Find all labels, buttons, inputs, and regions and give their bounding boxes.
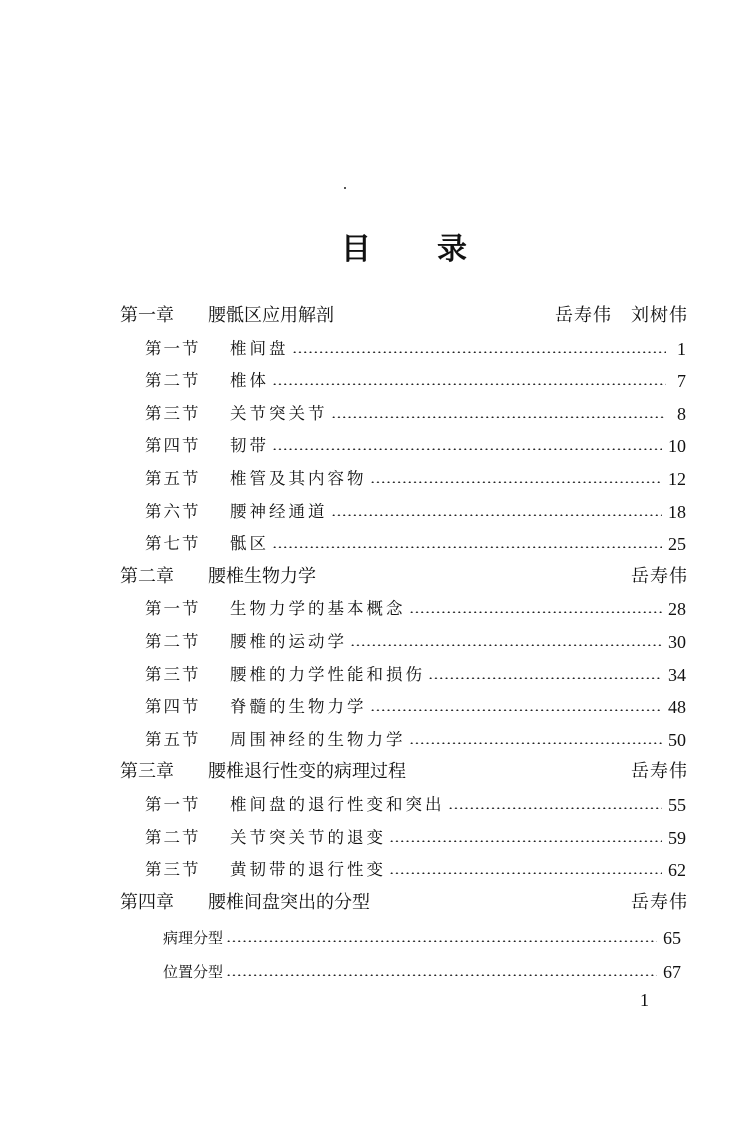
chapter-title: 腰椎生物力学 (208, 565, 316, 587)
subitem-entry[interactable] (163, 960, 681, 984)
section-entry[interactable] (145, 858, 686, 882)
title-char-1: 目 (341, 232, 371, 267)
section-entry[interactable] (145, 467, 686, 491)
chapter-title: 腰骶区应用解剖 (208, 305, 334, 326)
section-title: 黄韧带的退行性变 (230, 860, 386, 880)
section-number: 第二节 (145, 632, 201, 651)
chapter-author: 岳寿伟 (631, 761, 688, 783)
chapter-heading[interactable] (120, 304, 688, 328)
section-page: 7 (677, 371, 686, 392)
dot-leader (226, 974, 657, 976)
section-title: 椎体 (230, 371, 269, 391)
section-entry[interactable] (145, 663, 686, 687)
section-page: 28 (668, 599, 686, 620)
page-title (0, 230, 736, 270)
section-number: 第四节 (145, 436, 201, 456)
dot-leader (350, 644, 662, 646)
dot-leader (409, 742, 663, 744)
subitem-title: 位置分型 (163, 963, 224, 981)
dot-leader (389, 840, 662, 842)
section-page: 1 (677, 338, 686, 359)
section-page: 18 (668, 501, 686, 522)
section-number: 第二节 (145, 827, 201, 847)
section-entry[interactable] (145, 500, 686, 524)
chapter-author: 岳寿伟 (631, 891, 688, 913)
dot-leader (272, 448, 662, 450)
dot-leader (428, 677, 662, 679)
section-number: 第一节 (145, 795, 201, 814)
section-number: 第七节 (145, 534, 201, 554)
section-page: 62 (668, 860, 686, 881)
section-page: 50 (668, 729, 686, 750)
dot-leader (409, 611, 663, 613)
section-title: 椎间盘 (230, 338, 289, 358)
section-title: 关节突关节的退变 (230, 827, 386, 847)
section-title: 韧带 (230, 436, 269, 456)
section-page: 12 (668, 469, 686, 489)
section-entry[interactable] (145, 728, 686, 752)
dot-leader (272, 383, 666, 385)
dot-leader (370, 481, 663, 483)
chapter-number: 第三章 (120, 761, 174, 783)
section-number: 第二节 (145, 371, 201, 391)
subitem-page: 67 (663, 962, 681, 982)
chapter-heading[interactable] (120, 565, 688, 589)
section-title: 椎管及其内容物 (230, 469, 367, 488)
section-number: 第一节 (145, 338, 201, 358)
section-number: 第六节 (145, 501, 201, 521)
title-char-2: 录 (437, 232, 467, 267)
subitem-title: 病理分型 (163, 929, 224, 948)
chapter-title: 腰椎间盘突出的分型 (208, 891, 370, 913)
section-entry[interactable] (145, 434, 686, 458)
chapter-heading[interactable] (120, 760, 688, 784)
section-page: 48 (668, 697, 686, 718)
section-title: 腰神经通道 (230, 501, 328, 521)
section-number: 第四节 (145, 697, 201, 717)
section-number: 第三节 (145, 403, 201, 423)
section-entry[interactable] (145, 597, 686, 621)
section-entry[interactable] (145, 630, 686, 654)
chapter-number: 第一章 (120, 305, 174, 326)
section-title: 生物力学的基本概念 (230, 599, 406, 619)
subitem-page: 65 (663, 928, 681, 949)
section-number: 第五节 (145, 729, 201, 749)
section-page: 59 (668, 827, 686, 848)
dot-leader (331, 514, 663, 516)
section-number: 第一节 (145, 599, 201, 619)
section-number: 第三节 (145, 664, 201, 684)
section-entry[interactable] (145, 695, 686, 719)
section-entry[interactable] (145, 826, 686, 850)
dot-leader (331, 416, 667, 418)
chapter-number: 第四章 (120, 891, 174, 913)
section-title: 脊髓的生物力学 (230, 697, 367, 717)
section-entry[interactable] (145, 337, 686, 361)
dot-leader (448, 807, 663, 809)
section-number: 第三节 (145, 860, 201, 880)
section-title: 椎间盘的退行性变和突出 (230, 795, 445, 814)
section-page: 55 (668, 795, 686, 815)
section-title: 关节突关节 (230, 403, 328, 423)
section-number: 第五节 (145, 469, 201, 488)
section-entry[interactable] (145, 532, 686, 556)
section-entry[interactable] (145, 793, 686, 817)
dot-leader (370, 709, 663, 711)
chapter-heading[interactable] (120, 891, 688, 915)
dot-leader (292, 351, 667, 353)
section-title: 周围神经的生物力学 (230, 729, 406, 749)
page-number: 1 (640, 990, 649, 1010)
section-entry[interactable] (145, 369, 686, 393)
section-page: 8 (677, 403, 686, 424)
section-title: 骶区 (230, 534, 269, 554)
section-title: 腰椎的力学性能和损伤 (230, 664, 425, 684)
section-page: 10 (668, 436, 686, 457)
dot-leader (272, 546, 662, 548)
chapter-number: 第二章 (120, 565, 174, 587)
chapter-author: 岳寿伟 (631, 565, 688, 587)
dot-leader (226, 940, 657, 942)
print-speck (344, 187, 346, 189)
subitem-entry[interactable] (163, 926, 681, 950)
section-page: 30 (668, 632, 686, 652)
section-entry[interactable] (145, 402, 686, 426)
section-title: 腰椎的运动学 (230, 632, 347, 651)
chapter-title: 腰椎退行性变的病理过程 (208, 761, 406, 783)
section-page: 34 (668, 664, 686, 685)
section-page: 25 (668, 534, 686, 555)
chapter-author: 岳寿伟 刘树伟 (555, 305, 688, 326)
dot-leader (389, 872, 662, 874)
